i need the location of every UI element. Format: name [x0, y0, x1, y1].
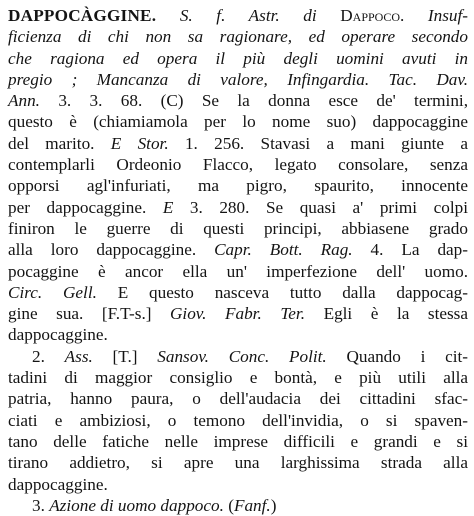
entry-text: tano delle fatiche nelle imprese difficili e grandi e si — [8, 431, 468, 451]
entry-line — [8, 239, 468, 260]
cross-reference: Dappoco — [340, 6, 401, 25]
entry-text: 3. 3. 68. (C) Se la donna esce de' termini, — [39, 91, 468, 111]
entry-text: 3. — [32, 495, 50, 515]
entry-line — [8, 133, 468, 154]
entry-line — [8, 197, 468, 218]
entry-text: alla loro dappocaggine. — [8, 240, 215, 260]
entry-line — [8, 90, 468, 111]
citation-italic: Ann. — [8, 91, 40, 111]
entry-text: questo è (chiamiamola per lo nome suo) dappocaggine — [8, 112, 468, 132]
citation-italic: E Stor. — [110, 133, 169, 153]
entry-text: ( — [223, 495, 234, 515]
entry-text: Egli è la stessa — [305, 304, 468, 324]
entry-line — [8, 26, 468, 47]
entry-text: ) — [270, 495, 277, 515]
entry-line — [8, 495, 468, 516]
entry-line — [8, 388, 468, 409]
entry-line — [8, 324, 468, 345]
citation-italic: che ragiona ed opera il più degli uomini avuti in — [8, 48, 468, 68]
entry-line — [8, 282, 468, 303]
entry-text: E questo nasceva tutto dalla dappocag- — [96, 282, 468, 302]
entry-line — [8, 218, 468, 239]
citation-italic: Fanf. — [233, 495, 271, 515]
entry-text: gine sua. [F.T-s.] — [8, 304, 171, 324]
citation-italic: S. f. Astr. di — [179, 6, 317, 25]
entry-text: 3. 280. Se quasi a' primi colpi — [173, 197, 468, 217]
citation-italic: Giov. Fabr. Ter. — [170, 304, 306, 324]
entry-text: dappocaggine. — [8, 474, 108, 494]
entry-text: finiron le guerre di questi principi, abbiasene grado — [8, 218, 468, 238]
entry-text: 4. La dap- — [352, 240, 468, 260]
entry-text: patria, hanno paura, o dell'audacia dei cittadini sfac- — [8, 389, 468, 409]
entry-text: . — [400, 6, 428, 25]
entry-line — [8, 69, 468, 90]
citation-italic: Ass. — [64, 346, 93, 366]
entry-text: tirano addietro, si apre una larghissima strada alla — [8, 453, 468, 473]
citation-italic: Circ. Gell. — [8, 282, 97, 302]
entry-line — [8, 410, 468, 431]
citation-italic: Capr. Bott. Rag. — [214, 240, 353, 260]
citation-italic: Insuf- — [427, 6, 469, 25]
citation-italic: E — [162, 197, 174, 217]
entry-line — [8, 452, 468, 473]
entry-text: 2. — [32, 346, 65, 366]
entry-text — [317, 6, 341, 25]
entry-text: contemplarli Ordeonio Flacco, legato consolare, senza — [8, 155, 468, 175]
entry-line — [8, 175, 468, 196]
entry-line — [8, 111, 468, 132]
entry-line — [8, 431, 468, 452]
entry-line — [8, 5, 468, 26]
citation-italic: ficienza di chi non sa ragionare, ed operare secondo — [8, 27, 468, 47]
entry-text: dappocaggine. — [8, 325, 108, 345]
entry-text: tadini di maggior consiglio e bontà, e più utili alla — [8, 368, 468, 388]
entry-text: 1. 256. Stavasi a mani giunte a — [168, 133, 468, 153]
entry-text: Quando i cit- — [326, 346, 468, 366]
entry-line — [8, 261, 468, 282]
entry-text: del marito. — [8, 133, 111, 153]
entry-line — [8, 474, 468, 495]
entry-line — [8, 346, 468, 367]
entry-line — [8, 154, 468, 175]
entry-text: per dappocaggine. — [8, 197, 163, 217]
headword: DAPPOCÀGGINE. — [8, 6, 157, 25]
entry-text: [T.] — [92, 346, 158, 366]
entry-text: opporsi agl'infuriati, ma pigro, spaurito, innocente — [8, 176, 468, 196]
entry-line — [8, 367, 468, 388]
entry-text — [156, 6, 180, 25]
citation-italic: Sansov. Conc. Polit. — [157, 346, 327, 366]
entry-text: ciati e ambiziosi, o temono dell'invidia, o si spaven- — [8, 410, 468, 430]
entry-line — [8, 48, 468, 69]
entry-text: pocaggine è ancor ella un' imperfezione dell' uomo. — [8, 261, 468, 281]
entry-line — [8, 303, 468, 324]
dictionary-entry — [8, 5, 468, 516]
citation-italic: Azione di uomo dappoco. — [49, 495, 224, 515]
citation-italic: pregio ; Mancanza di valore, Infingardia. Tac. Dav. — [8, 69, 468, 89]
